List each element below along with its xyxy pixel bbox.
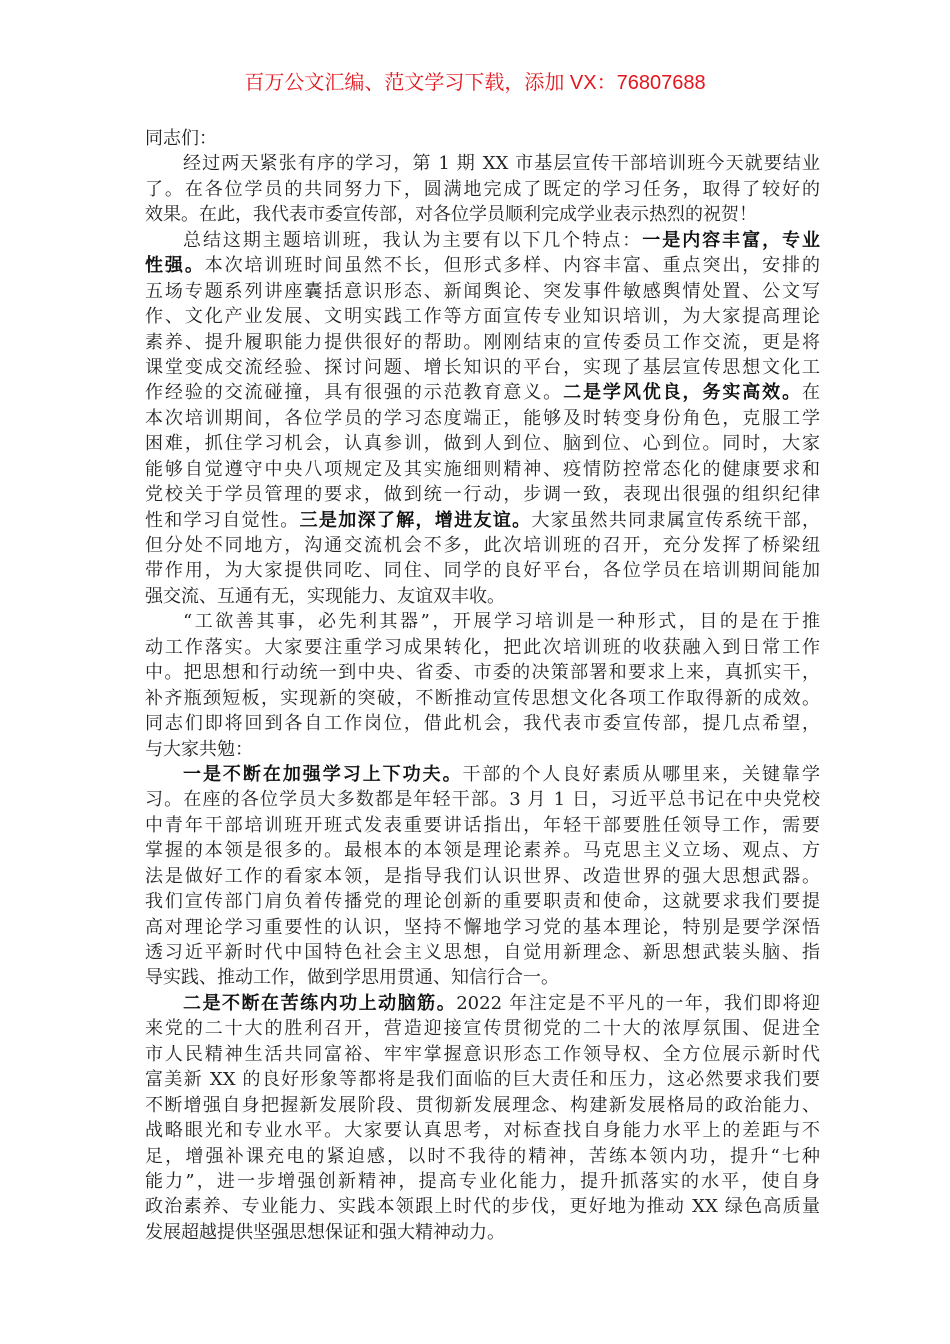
body-text: 掌握的本领是很多的。最根本的本领是理论素养。马克思主义立场、观点、方 <box>145 840 820 862</box>
body-text: 经过两天紧张有序的学习，第 1 期 XX 市基层宣传干部培训班今天就要结业 <box>183 153 820 175</box>
text-line <box>145 1042 820 1067</box>
body-text: 效果。在此，我代表市委宣传部，对各位学员顺利完成学业表示热烈的祝贺！ <box>145 204 757 226</box>
body-text: 中青年干部培训班开班式发表重要讲话指出，年轻干部要胜任领导工作，需要 <box>145 814 820 836</box>
body-text: 中。把思想和行动统一到中央、省委、市委的决策部署和要求上来，真抓实干， <box>145 662 820 684</box>
body-text: 高对理论学习重要性的认识，坚持不懈地学习党的基本理论，特别是要学深悟 <box>145 916 820 938</box>
paragraph <box>145 991 820 1245</box>
text-line <box>145 1220 820 1245</box>
salutation <box>145 126 820 151</box>
body-text: 政治素养、专业能力、实践本领跟上时代的步伐，更好地为推动 XX 绿色高质量 <box>145 1196 820 1218</box>
text-line <box>145 711 820 736</box>
body-text: 战略眼光和专业水平。大家要认真思考，对标查找自身能力水平上的差距与不 <box>145 1120 820 1142</box>
body-text: 强交流、互通有无，实现能力、友谊双丰收。 <box>145 585 505 607</box>
body-text: 同志们即将回到各自工作岗位，借此机会，我代表市委宣传部，提几点希望， <box>145 713 820 735</box>
body-text: 不断增强自身把握新发展阶段、贯彻新发展理念、构建新发展格局的政治能力、 <box>145 1094 820 1116</box>
body-text: 导实践、推动工作，做到学思用贯通、知信行合一。 <box>145 967 559 989</box>
text-line <box>145 253 820 278</box>
text-line <box>145 1093 820 1118</box>
body-text: 五场专题系列讲座囊括意识形态、新闻舆论、突发事件敏感舆情处置、公文写 <box>145 280 820 302</box>
body-text: 同志们： <box>145 128 217 149</box>
body-text: 了。在各位学员的共同努力下，圆满地完成了既定的学习任务，取得了较好的 <box>145 178 820 200</box>
text-line <box>145 431 820 456</box>
text-line <box>145 1118 820 1143</box>
body-text: 来党的二十大的胜利召开，营造迎接宣传贯彻党的二十大的浓厚氛围、促进全 <box>145 1018 820 1040</box>
text-line <box>145 380 820 405</box>
body-text: 能够自觉遵守中央八项规定及其实施细则精神、疫情防控常态化的健康要求和 <box>145 458 820 480</box>
body-text: 困难，抓住学习机会，认真参训，做到人到位、脑到位、心到位。同时，大家 <box>145 433 820 455</box>
text-line <box>145 838 820 863</box>
body-text: 透习近平新时代中国特色社会主义思想，自觉用新理念、新思想武装头脑、指 <box>145 942 820 963</box>
text-line <box>145 1067 820 1092</box>
text-line <box>145 1144 820 1169</box>
body-text: 在 <box>802 382 821 404</box>
body-text: “工欲善其事，必先利其器”，开展学习培训是一种形式，目的是在于推 <box>183 611 820 633</box>
body-text: 性和学习自觉性。 <box>145 509 300 531</box>
text-line <box>145 304 820 329</box>
body-text: 补齐瓶颈短板，实现新的突破，不断推动宣传思想文化各项工作取得新的成效。 <box>145 687 820 709</box>
text-line <box>145 533 820 558</box>
paragraph <box>145 228 820 610</box>
text-line <box>145 406 820 431</box>
text-line <box>145 1169 820 1194</box>
bold-heading-text: 二是不断在苦练内功上动脑筋。 <box>183 992 457 1014</box>
body-text: 2022 年注定是不平凡的一年，我们即将迎 <box>456 992 820 1014</box>
bold-heading-text: 二是学风优良，务实高效。 <box>563 382 803 404</box>
body-text: 发展超越提供坚强思想保证和强大精神动力。 <box>145 1221 505 1243</box>
text-line <box>145 813 820 838</box>
body-text: 足，增强补课充电的紧迫感，以时不我待的精神，苦练本领内功，提升“七种 <box>145 1145 820 1167</box>
body-text: 课堂变成交流经验、探讨问题、增长知识的平台，实现了基层宣传思想文化工 <box>145 356 820 378</box>
body-text: 但分处不同地方，沟通交流机会不多，此次培训班的召开，充分发挥了桥梁纽 <box>145 535 820 556</box>
body-text: 习。在座的各位学员大多数都是年轻干部。3 月 1 日，习近平总书记在中央党校 <box>145 789 820 811</box>
body-text: 我们宣传部门肩负着传播党的理论创新的重要职责和使命，这就要求我们要提 <box>145 891 820 913</box>
body-text: 素养、提升履职能力提供很好的帮助。刚刚结束的宣传委员工作交流，更是将 <box>145 331 820 353</box>
bold-heading-text: 三是加深了解，增进友谊。 <box>299 509 532 531</box>
text-line <box>145 737 820 762</box>
text-line <box>145 558 820 583</box>
text-line <box>145 508 820 533</box>
body-text: 带作用，为大家提供同吃、同住、同学的良好平台，各位学员在培训期间能加 <box>145 560 820 582</box>
body-text: 总结这期主题培训班，我认为主要有以下几个特点： <box>183 229 643 251</box>
text-line <box>145 177 820 202</box>
text-line <box>145 126 820 151</box>
body-text: 能力”，进一步增强创新精神，提高专业化能力，提升抓落实的水平，使自身 <box>145 1170 820 1192</box>
body-text: 法是做好工作的看家本领，是指导我们认识世界、改造世界的强大思想武器。 <box>145 865 820 887</box>
text-line <box>145 202 820 227</box>
body-text: 大家虽然共同隶属宣传系统干部， <box>531 509 821 531</box>
text-line <box>145 609 820 634</box>
watermark-banner: 百万公文汇编、范文学习下载，添加 VX：76807688 <box>244 72 706 94</box>
text-line <box>145 330 820 355</box>
text-line <box>145 965 820 990</box>
paragraph <box>145 151 820 227</box>
bold-heading-text: 性强。 <box>145 255 205 277</box>
text-line <box>145 889 820 914</box>
text-line <box>145 686 820 711</box>
text-line <box>145 787 820 812</box>
paragraph <box>145 609 820 762</box>
body-text: 干部的个人良好素质从哪里来，关键靠学 <box>462 763 820 785</box>
text-line <box>145 1016 820 1041</box>
body-text: 市人民精神生活共同富裕、牢牢掌握意识形态工作领导权、全方位展示新时代 <box>145 1043 820 1065</box>
paragraph <box>145 762 820 991</box>
body-text: 富美新 XX 的良好形象等都将是我们面临的巨大责任和压力，这必然要求我们要 <box>145 1069 820 1091</box>
body-text: 作、文化产业发展、文明实践工作等方面宣传专业知识培训，为大家提高理论 <box>145 306 820 328</box>
body-text: 党校关于学员管理的要求，做到统一行动，步调一致，表现出很强的组织纪律 <box>145 484 820 506</box>
text-line <box>145 635 820 660</box>
text-line <box>145 151 820 176</box>
text-line <box>145 991 820 1016</box>
text-line <box>145 660 820 685</box>
text-line <box>145 1194 820 1219</box>
body-text: 与大家共勉： <box>145 738 253 760</box>
bold-heading-text: 一是不断在加强学习上下功夫。 <box>183 763 463 785</box>
document-body <box>145 126 820 1245</box>
text-line <box>145 584 820 609</box>
text-line <box>145 457 820 482</box>
text-line <box>145 355 820 380</box>
body-text: 动工作落实。大家要注重学习成果转化，把此次培训班的收获融入到日常工作 <box>145 636 820 658</box>
body-text: 作经验的交流碰撞，具有很强的示范教育意义。 <box>145 382 564 404</box>
text-line <box>145 279 820 304</box>
body-text: 本次培训期间，各位学员的学习态度端正，能够及时转变身份角色，克服工学 <box>145 407 820 429</box>
text-line <box>145 482 820 507</box>
bold-heading-text: 一是内容丰富，专业 <box>642 229 821 251</box>
text-line <box>145 864 820 889</box>
text-line <box>145 228 820 253</box>
text-line <box>145 915 820 940</box>
text-line <box>145 940 820 965</box>
text-line <box>145 762 820 787</box>
body-text: 本次培训班时间虽然不长，但形式多样、内容丰富、重点突出，安排的 <box>204 255 821 277</box>
